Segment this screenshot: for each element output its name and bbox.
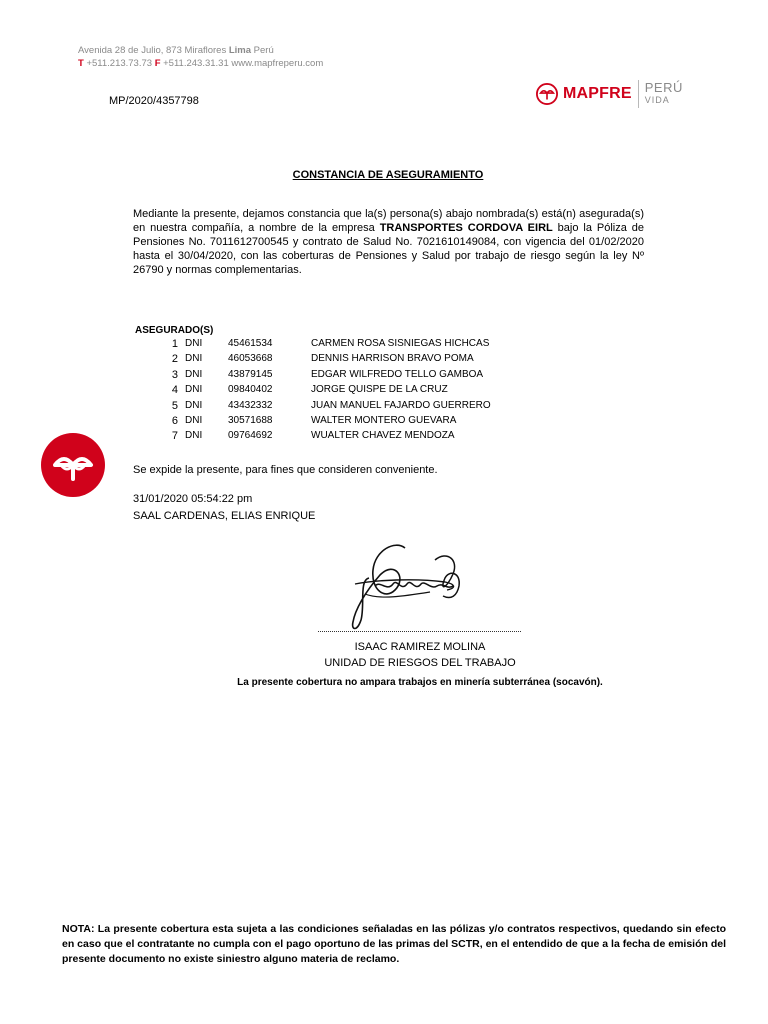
fax-label: F [154,58,161,69]
insured-name: EDGAR WILFREDO TELLO GAMBOA [311,368,484,380]
insured-doc-type: DNI [185,353,203,365]
insured-number: 5 [171,399,178,412]
insured-name: WUALTER CHAVEZ MENDOZA [311,430,455,442]
insured-doc-type: DNI [185,338,203,349]
signatory-name: ISAAC RAMIREZ MOLINA [354,641,486,653]
insured-doc-number: 09840402 [228,384,273,396]
address-country: Perú [251,45,274,56]
insured-doc-number: 43432332 [228,399,273,411]
insured-number: 4 [171,384,178,397]
insured-header: ASEGURADO(S) [135,325,214,336]
logo-unit: VIDA [644,95,670,105]
insured-name: DENNIS HARRISON BRAVO POMA [311,353,474,365]
insured-number: 7 [171,430,178,443]
handwritten-signature [335,530,480,640]
logo-country: PERÚ [644,80,683,95]
insured-number: 1 [171,338,178,350]
mining-exclusion-note: La presente cobertura no ampara trabajos en minería subterránea (socavón). [237,677,603,688]
document-title-text: CONSTANCIA DE ASEGURAMIENTO [292,169,484,181]
mapfre-side-emblem [41,433,105,497]
phone-number: +511.213.73.73 [83,58,155,69]
contact-line [78,57,323,70]
fax-and-website: +511.243.31.31 www.mapfreperu.com [160,58,324,69]
insured-doc-type: DNI [185,415,203,426]
address-line [78,44,323,57]
logo-brand: MAPFRE [563,85,632,102]
logo-divider [638,80,639,108]
legal-note: NOTA: La presente cobertura esta sujeta a las condiciones señaladas en las pólizas y/o contratos respectivos, quedando sin efecto en caso que el contratante no cumpla con el pago oportuno de las primas del SCTR, en el entendido de que a la fecha de emisión del presente documento no existe siniestro alguno materia de reclamo. [62,923,726,965]
insured-doc-type: DNI [185,384,203,396]
issue-note: Se expide la presente, para fines que consideren conveniente. [133,464,438,476]
insured-doc-number: 09764692 [228,430,273,442]
mapfre-side-emblem-icon [41,433,105,497]
insured-name: WALTER MONTERO GUEVARA [311,415,457,426]
address-street: Avenida 28 de Julio, 873 Miraflores [78,45,229,56]
insured-doc-number: 45461534 [228,338,273,349]
signature-line [318,631,521,632]
insured-doc-number: 30571688 [228,415,273,426]
document-reference: MP/2020/4357798 [109,95,199,107]
logo-subtitle [645,81,683,107]
insured-doc-type: DNI [185,430,203,442]
insured-name: JUAN MANUEL FAJARDO GUERRERO [311,399,491,411]
insured-doc-type: DNI [185,399,203,411]
insured-number: 2 [171,353,178,366]
requested-by: SAAL CARDENAS, ELIAS ENRIQUE [133,510,316,522]
mapfre-emblem-icon [536,83,558,105]
coverage-paragraph [133,207,644,277]
insured-doc-number: 46053668 [228,353,273,365]
paragraph-part-1: Mediante la presente, dejamos constancia que la(s) persona(s) abajo nombrada(s) está(n) asegurada(s) en nuestra compañía, a nombre de la empresa [133,208,644,234]
issue-datetime: 31/01/2020 05:54:22 pm [133,493,253,505]
signatory-unit: UNIDAD DE RIESGOS DEL TRABAJO [324,657,516,669]
phone-label: T [78,58,84,69]
insured-doc-type: DNI [185,368,203,380]
insured-doc-number: 43879145 [228,368,273,380]
paragraph-part-2: bajo la Póliza de Pensiones No. 7011612700545 y contrato de Salud No. 7021610149084, con vigencia del 01/02/2020 hasta el 30/04/2020, con las coberturas de Pensiones y Salud por trabajo de riesgo según la ley Nº 26790 y normas complementarias. [133,222,644,276]
address-city: Lima [228,45,252,56]
insured-number: 3 [171,368,178,381]
company-address [78,44,323,70]
document-title [0,169,768,181]
company-name: TRANSPORTES CORDOVA EIRL [379,222,553,234]
mapfre-logo [536,78,683,110]
insured-name: JORGE QUISPE DE LA CRUZ [311,384,448,396]
insured-name: CARMEN ROSA SISNIEGAS HICHCAS [311,338,490,349]
insured-number: 6 [171,415,178,427]
